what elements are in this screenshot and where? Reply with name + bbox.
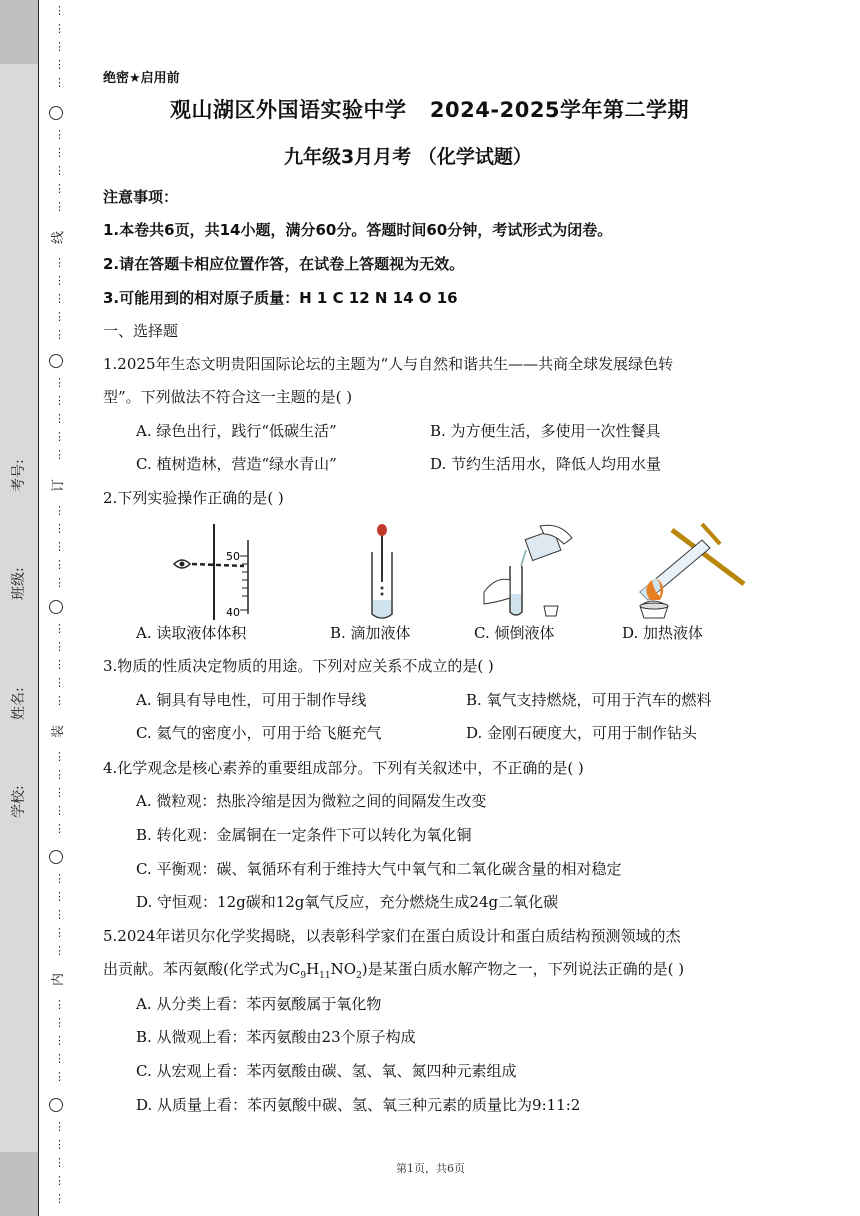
q1-stem: 1.2025年生态文明贵阳国际论坛的主题为“人与自然和谐共生——共商全球发展绿色转: [103, 355, 674, 373]
binding-margin: [0, 0, 39, 1216]
q3-option-c: C. 氦气的密度小，可用于给飞艇充气: [136, 724, 382, 742]
binding-hole: [49, 1098, 63, 1112]
q2-option-c: C. 倾倒液体: [474, 624, 555, 642]
note-item: 3.可能用到的相对原子质量：H 1 C 12 N 14 O 16: [103, 289, 458, 307]
binding-hole: [49, 106, 63, 120]
q3-option-d: D. 金刚石硬度大，可用于制作钻头: [466, 724, 698, 742]
q3-option-a: A. 铜具有导电性，可用于制作导线: [136, 691, 367, 709]
q5-stem: 5.2024年诺贝尔化学奖揭晓，以表彰科学家们在蛋白质设计和蛋白质结构预测领域的杰: [103, 927, 681, 945]
binding-hole: [49, 600, 63, 614]
school-label: 学校:: [11, 785, 27, 818]
dots-3: ⋮ ⋮ ⋮ ⋮ ⋮: [54, 256, 65, 341]
q1-option-a: A. 绿色出行，践行“低碳生活”: [136, 422, 337, 440]
q3-stem: 3.物质的性质决定物质的用途。下列对应关系不成立的是( ): [103, 657, 494, 675]
dots-9: ⋮ ⋮ ⋮ ⋮ ⋮: [54, 998, 65, 1083]
q2-option-b: B. 滴加液体: [330, 624, 411, 642]
dots-10: ⋮ ⋮ ⋮ ⋮ ⋮: [54, 1120, 65, 1205]
figure-heat-liquid: [612, 522, 752, 622]
dots-8: ⋮ ⋮ ⋮ ⋮ ⋮: [54, 872, 65, 957]
binding-tab-top: [0, 0, 38, 64]
figure-drop-liquid: [362, 522, 402, 622]
dots-6: ⋮ ⋮ ⋮ ⋮ ⋮: [54, 622, 65, 707]
dots-7: ⋮ ⋮ ⋮ ⋮ ⋮: [54, 750, 65, 835]
dots-2: ⋮ ⋮ ⋮ ⋮ ⋮: [54, 128, 65, 213]
q4-option-a: A. 微粒观：热胀冷缩是因为微粒之间的间隔发生改变: [136, 792, 487, 810]
side-char-nei: 内: [51, 972, 67, 987]
q4-option-b: B. 转化观：金属铜在一定条件下可以转化为氧化铜: [136, 826, 472, 844]
binding-tab-bottom: [0, 1152, 38, 1216]
q2-option-d: D. 加热液体: [622, 624, 704, 642]
dots-5: ⋮ ⋮ ⋮ ⋮ ⋮: [54, 504, 65, 589]
exam-title: 观山湖区外国语实验中学 2024-2025学年第二学期: [170, 98, 690, 122]
note-item: 1.本卷共6页，共14小题，满分60分。答题时间60分钟，考试形式为闭卷。: [103, 221, 613, 239]
name-label: 姓名:: [11, 687, 27, 720]
q1-option-b: B. 为方便生活，多使用一次性餐具: [430, 422, 661, 440]
note-item: 2.请在答题卡相应位置作答，在试卷上答题视为无效。: [103, 255, 465, 273]
q5-option-b: B. 从微观上看：苯丙氨酸由23个原子构成: [136, 1028, 416, 1046]
q4-option-c: C. 平衡观：碳、氧循环有利于维持大气中氧气和二氧化碳含量的相对稳定: [136, 860, 622, 878]
q2-option-a: A. 读取液体体积: [136, 624, 247, 642]
dots-4: ⋮ ⋮ ⋮ ⋮ ⋮: [54, 376, 65, 461]
q5-option-a: A. 从分类上看：苯丙氨酸属于氧化物: [136, 995, 382, 1013]
exam-subtitle: 九年级3月月考 （化学试题）: [284, 146, 532, 168]
q5-stem-cont: 出贡献。苯丙氨酸(化学式为$C_9H_{11}NO_2$)是某蛋白质水解产物之一，下列说法正确的是( ): [103, 960, 685, 981]
notes-heading: 注意事项：: [103, 188, 179, 206]
q1-option-d: D. 节约生活用水，降低人均用水量: [430, 455, 662, 473]
section-heading: 一、选择题: [103, 322, 179, 340]
scale-label-50: 50: [226, 550, 240, 563]
scale-label-40: 40: [226, 606, 240, 619]
secret-mark: 绝密★启用前: [103, 71, 180, 86]
q5-option-c: C. 从宏观上看：苯丙氨酸由碳、氢、氧、氮四种元素组成: [136, 1062, 517, 1080]
binding-hole: [49, 354, 63, 368]
class-label: 班级:: [11, 567, 27, 600]
q1-option-c: C. 植树造林，营造“绿水青山”: [136, 455, 337, 473]
q2-stem: 2.下列实验操作正确的是( ): [103, 489, 284, 507]
q5-option-d: D. 从质量上看：苯丙氨酸中碳、氢、氧三种元素的质量比为9:11:2: [136, 1096, 581, 1114]
figure-pour-liquid: [480, 520, 580, 620]
q4-stem: 4.化学观念是核心素养的重要组成部分。下列有关叙述中，不正确的是( ): [103, 759, 584, 777]
q3-option-b: B. 氧气支持燃烧，可用于汽车的燃料: [466, 691, 712, 709]
side-char-zhuang: 装: [51, 724, 67, 739]
q1-stem-cont: 型”。下列做法不符合这一主题的是( ): [103, 388, 353, 406]
page-number: 第1页，共6页: [396, 1162, 465, 1175]
q4-option-d: D. 守恒观：12g碳和12g氧气反应，充分燃烧生成24g二氧化碳: [136, 893, 559, 911]
side-char-xian: 线: [51, 230, 67, 245]
side-char-ding: 订: [51, 478, 67, 493]
dots-1: ⋮ ⋮ ⋮ ⋮ ⋮: [54, 4, 65, 89]
exam-no-label: 考号:: [11, 459, 27, 492]
binding-hole: [49, 850, 63, 864]
figure-read-volume: [168, 522, 268, 622]
